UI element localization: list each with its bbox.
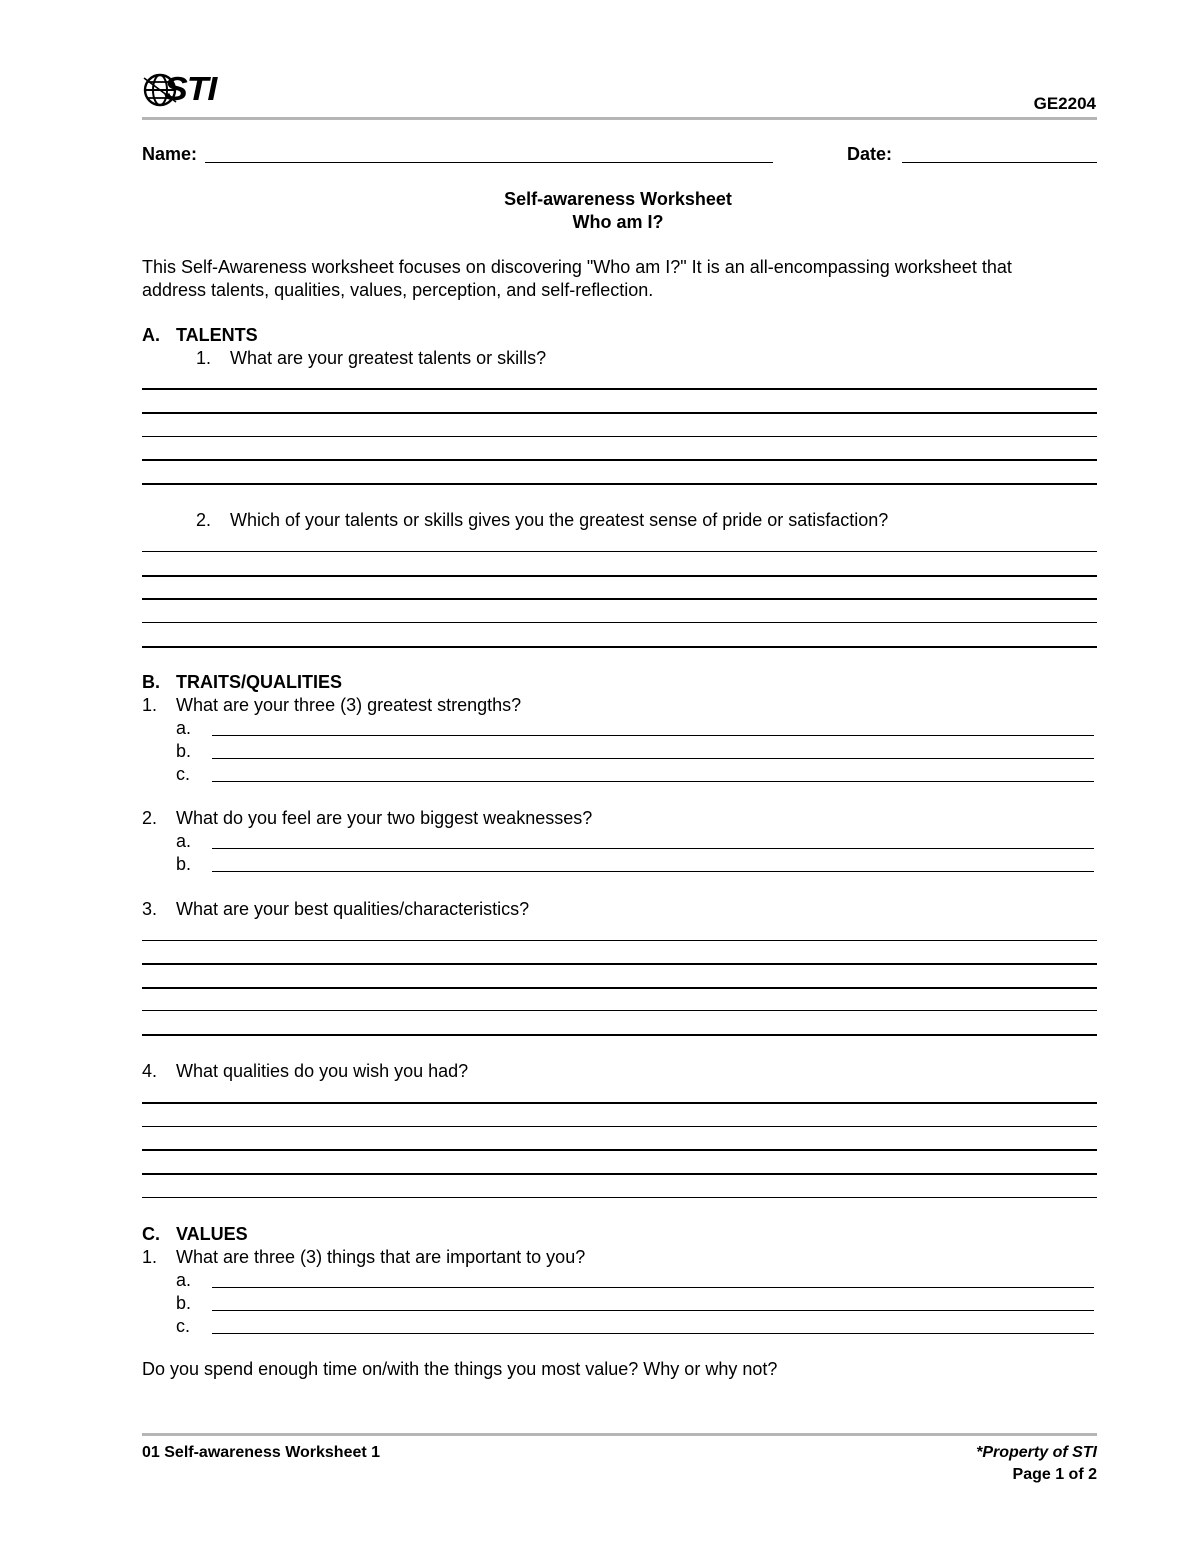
question-number: 2. (196, 510, 212, 530)
answer-line[interactable] (142, 436, 1097, 437)
answer-line[interactable] (212, 1333, 1094, 1334)
section-c-letter: C. (142, 1224, 160, 1244)
followup-question: Do you spend enough time on/with the things you most value? Why or why not? (142, 1359, 778, 1379)
section-c-heading: VALUES (176, 1224, 248, 1244)
answer-line[interactable] (142, 575, 1097, 577)
question-text: What do you feel are your two biggest weaknesses? (176, 808, 593, 828)
answer-line[interactable] (212, 758, 1094, 759)
question-number: 1. (196, 348, 212, 368)
item-letter: a. (176, 718, 192, 738)
question-text: What qualities do you wish you had? (176, 1061, 469, 1081)
question-text: What are your best qualities/characteristics? (176, 899, 530, 919)
item-letter: a. (176, 1270, 192, 1290)
answer-line[interactable] (142, 646, 1097, 648)
answer-line[interactable] (212, 735, 1094, 736)
answer-line[interactable] (212, 1287, 1094, 1288)
section-a-letter: A. (142, 325, 160, 345)
answer-line[interactable] (142, 1102, 1097, 1104)
item-letter: a. (176, 831, 192, 851)
answer-line[interactable] (212, 871, 1094, 872)
question-text: What are three (3) things that are important to you? (176, 1247, 586, 1267)
sti-logo (142, 72, 222, 108)
intro-line-1: This Self-Awareness worksheet focuses on discovering "Who am I?" It is an all-encompassing worksheet that (142, 257, 1012, 277)
section-a-heading: TALENTS (176, 325, 258, 345)
footer-property: *Property of STI (976, 1444, 1097, 1461)
answer-line[interactable] (142, 412, 1097, 414)
answer-line[interactable] (142, 551, 1097, 552)
answer-line[interactable] (142, 1149, 1097, 1151)
answer-line[interactable] (142, 1197, 1097, 1198)
answer-line[interactable] (142, 459, 1097, 461)
item-letter: b. (176, 1293, 192, 1313)
answer-line[interactable] (142, 483, 1097, 485)
question-number: 2. (142, 808, 158, 828)
answer-line[interactable] (142, 1010, 1097, 1011)
answer-line[interactable] (212, 848, 1094, 849)
answer-line[interactable] (142, 987, 1097, 989)
answer-line[interactable] (142, 1034, 1097, 1036)
answer-line[interactable] (142, 1126, 1097, 1127)
footer-page-number: Page 1 of 2 (1012, 1466, 1097, 1483)
footer-doc-title: 01 Self-awareness Worksheet 1 (142, 1444, 381, 1461)
question-text: Which of your talents or skills gives you the greatest sense of pride or satisfaction? (230, 510, 889, 530)
answer-line[interactable] (212, 781, 1094, 782)
answer-line[interactable] (142, 963, 1097, 965)
section-b-letter: B. (142, 672, 160, 692)
item-letter: b. (176, 741, 192, 761)
answer-line[interactable] (142, 622, 1097, 623)
worksheet-title: Self-awareness Worksheet (504, 189, 732, 209)
answer-line[interactable] (142, 940, 1097, 941)
section-b-heading: TRAITS/QUALITIES (176, 672, 342, 692)
name-label: Name: (142, 144, 198, 164)
answer-line[interactable] (142, 1173, 1097, 1175)
worksheet-subtitle: Who am I? (572, 212, 664, 232)
question-text: What are your greatest talents or skills? (230, 348, 547, 368)
answer-line[interactable] (212, 1310, 1094, 1311)
date-field[interactable] (902, 162, 1097, 163)
footer-divider (142, 1433, 1097, 1436)
question-number: 1. (142, 1247, 158, 1267)
answer-line[interactable] (142, 388, 1097, 390)
logo-text: STI (164, 70, 217, 107)
date-label: Date: (847, 144, 893, 164)
item-letter: b. (176, 854, 192, 874)
question-number: 3. (142, 899, 158, 919)
question-text: What are your three (3) greatest strengths? (176, 695, 522, 715)
header-divider (142, 117, 1097, 120)
intro-line-2: address talents, qualities, values, perception, and self-reflection. (142, 280, 654, 300)
name-field[interactable] (205, 162, 773, 163)
question-number: 1. (142, 695, 158, 715)
answer-line[interactable] (142, 598, 1097, 600)
item-letter: c. (176, 764, 191, 784)
item-letter: c. (176, 1316, 191, 1336)
question-number: 4. (142, 1061, 158, 1081)
course-code: GE2204 (1033, 94, 1096, 113)
